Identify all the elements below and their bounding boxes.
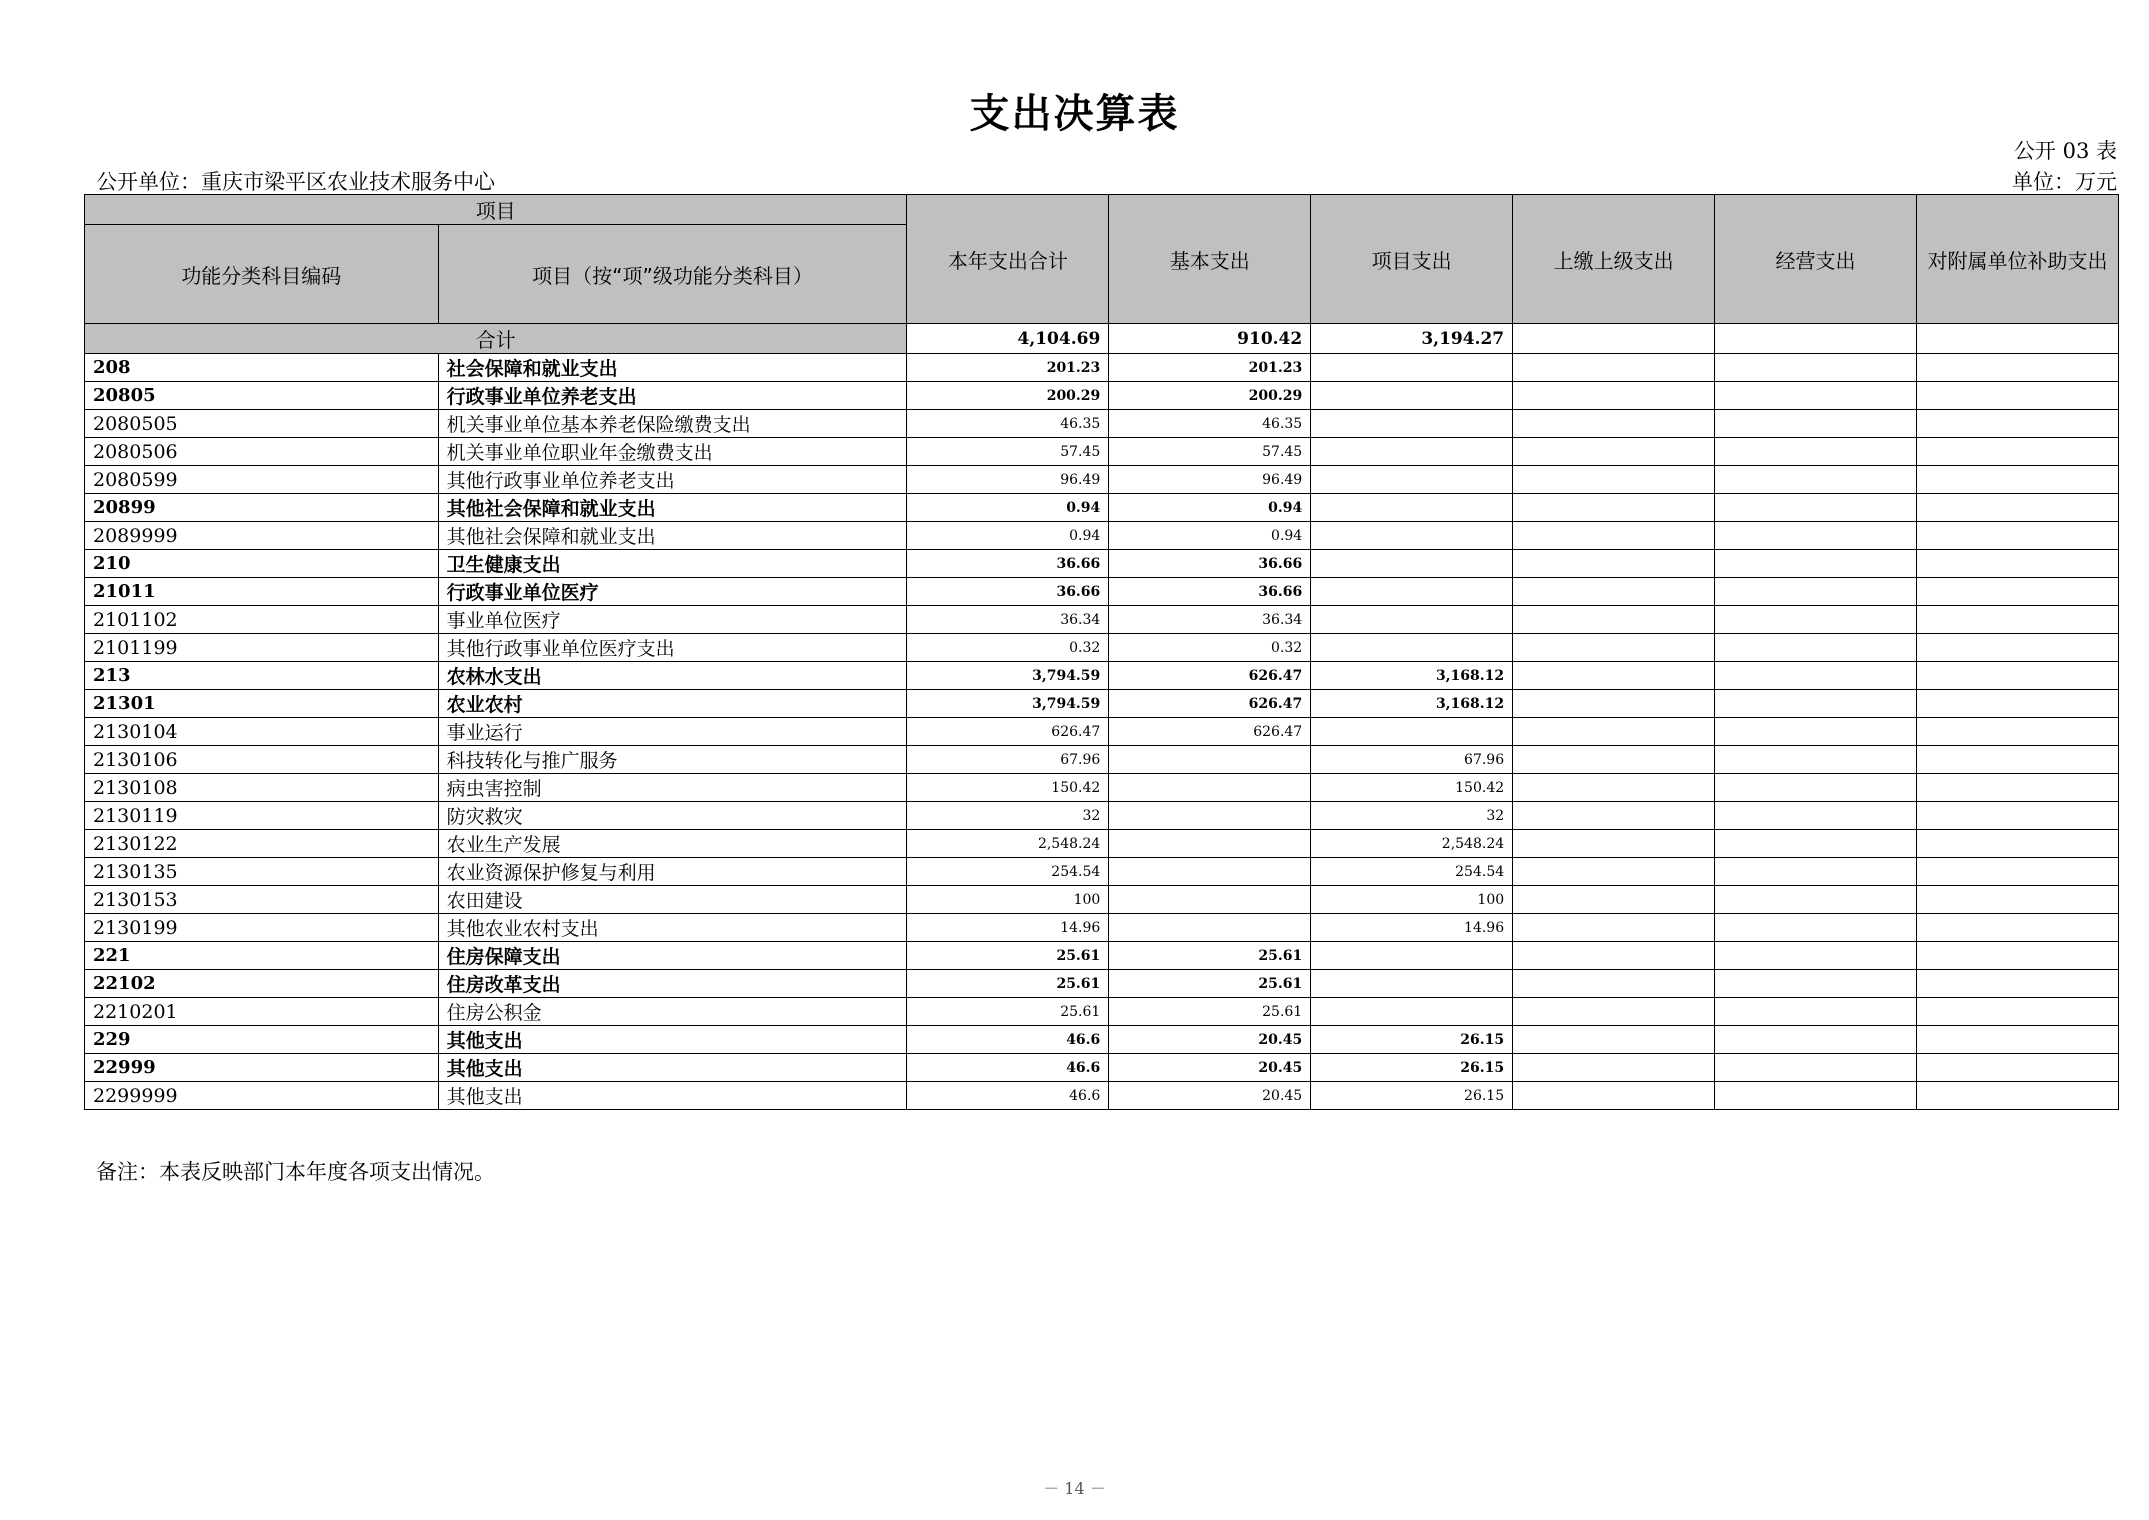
project-cell: 26.15 bbox=[1311, 1026, 1513, 1054]
total-row bbox=[85, 324, 2119, 354]
upper-cell bbox=[1513, 802, 1715, 830]
project-cell bbox=[1311, 998, 1513, 1026]
subsidy-cell bbox=[1916, 914, 2118, 942]
basic-cell: 626.47 bbox=[1109, 718, 1311, 746]
project-cell: 32 bbox=[1311, 802, 1513, 830]
project-cell: 150.42 bbox=[1311, 774, 1513, 802]
name-cell: 其他农业农村支出 bbox=[438, 914, 907, 942]
business-cell bbox=[1715, 494, 1917, 522]
table-row bbox=[85, 606, 2119, 634]
code-cell: 229 bbox=[85, 1026, 439, 1054]
business-cell bbox=[1715, 718, 1917, 746]
total-cell: 200.29 bbox=[907, 382, 1109, 410]
subsidy-cell bbox=[1916, 830, 2118, 858]
name-cell: 住房公积金 bbox=[438, 998, 907, 1026]
upper-cell bbox=[1513, 522, 1715, 550]
table-row bbox=[85, 1082, 2119, 1110]
table-row bbox=[85, 382, 2119, 410]
total-cell: 36.34 bbox=[907, 606, 1109, 634]
table-row bbox=[85, 998, 2119, 1026]
total-cell: 100 bbox=[907, 886, 1109, 914]
upper-cell bbox=[1513, 410, 1715, 438]
subsidy-cell bbox=[1916, 1026, 2118, 1054]
subsidy-cell bbox=[1916, 746, 2118, 774]
basic-cell bbox=[1109, 774, 1311, 802]
subsidy-cell bbox=[1916, 466, 2118, 494]
upper-cell bbox=[1513, 914, 1715, 942]
total-cell: 25.61 bbox=[907, 970, 1109, 998]
total-cell: 25.61 bbox=[907, 942, 1109, 970]
code-cell: 2299999 bbox=[85, 1082, 439, 1110]
project-cell bbox=[1311, 606, 1513, 634]
subsidy-cell bbox=[1916, 522, 2118, 550]
code-cell: 2101102 bbox=[85, 606, 439, 634]
project-cell bbox=[1311, 942, 1513, 970]
code-cell: 22999 bbox=[85, 1054, 439, 1082]
subsidy-cell bbox=[1916, 718, 2118, 746]
header-name: 项目（按“项”级功能分类科目） bbox=[438, 225, 907, 324]
code-cell: 2089999 bbox=[85, 522, 439, 550]
upper-cell bbox=[1513, 858, 1715, 886]
basic-cell bbox=[1109, 802, 1311, 830]
subsidy-cell bbox=[1916, 550, 2118, 578]
project-cell bbox=[1311, 550, 1513, 578]
table-row bbox=[85, 914, 2119, 942]
page-number: － 14 － bbox=[1043, 1479, 1106, 1498]
table-row bbox=[85, 550, 2119, 578]
subsidy-cell bbox=[1916, 690, 2118, 718]
upper-cell bbox=[1513, 438, 1715, 466]
business-cell bbox=[1715, 886, 1917, 914]
business-cell bbox=[1715, 550, 1917, 578]
subsidy-cell bbox=[1916, 970, 2118, 998]
subsidy-cell bbox=[1916, 410, 2118, 438]
business-cell bbox=[1715, 606, 1917, 634]
basic-cell bbox=[1109, 830, 1311, 858]
business-cell bbox=[1715, 634, 1917, 662]
name-cell: 农业资源保护修复与利用 bbox=[438, 858, 907, 886]
table-row bbox=[85, 1026, 2119, 1054]
business-cell bbox=[1715, 830, 1917, 858]
header-code: 功能分类科目编码 bbox=[85, 225, 439, 324]
business-cell bbox=[1715, 354, 1917, 382]
code-cell: 2130104 bbox=[85, 718, 439, 746]
code-cell: 2130106 bbox=[85, 746, 439, 774]
code-cell: 20805 bbox=[85, 382, 439, 410]
code-cell: 2080506 bbox=[85, 438, 439, 466]
business-cell bbox=[1715, 662, 1917, 690]
header-business: 经营支出 bbox=[1715, 195, 1917, 324]
table-row bbox=[85, 802, 2119, 830]
subsidy-cell bbox=[1916, 634, 2118, 662]
project-cell: 3,168.12 bbox=[1311, 690, 1513, 718]
publishing-unit: 公开单位：重庆市梁平区农业技术服务中心 bbox=[96, 170, 495, 194]
name-cell: 农田建设 bbox=[438, 886, 907, 914]
basic-cell: 36.34 bbox=[1109, 606, 1311, 634]
upper-cell bbox=[1513, 830, 1715, 858]
basic-cell: 0.32 bbox=[1109, 634, 1311, 662]
business-cell bbox=[1715, 522, 1917, 550]
business-cell bbox=[1715, 914, 1917, 942]
upper-cell bbox=[1513, 494, 1715, 522]
name-cell: 其他支出 bbox=[438, 1082, 907, 1110]
name-cell: 农业农村 bbox=[438, 690, 907, 718]
table-row bbox=[85, 970, 2119, 998]
code-cell: 2080505 bbox=[85, 410, 439, 438]
total-upper-cell bbox=[1513, 324, 1715, 354]
upper-cell bbox=[1513, 718, 1715, 746]
header-basic: 基本支出 bbox=[1109, 195, 1311, 324]
subsidy-cell bbox=[1916, 774, 2118, 802]
table-row bbox=[85, 858, 2119, 886]
subsidy-cell bbox=[1916, 1054, 2118, 1082]
total-cell: 150.42 bbox=[907, 774, 1109, 802]
total-project-cell: 3,194.27 bbox=[1311, 324, 1513, 354]
project-cell bbox=[1311, 718, 1513, 746]
basic-cell: 96.49 bbox=[1109, 466, 1311, 494]
basic-cell: 200.29 bbox=[1109, 382, 1311, 410]
project-cell: 254.54 bbox=[1311, 858, 1513, 886]
name-cell: 农林水支出 bbox=[438, 662, 907, 690]
total-cell: 46.6 bbox=[907, 1026, 1109, 1054]
header-project-group: 项目 bbox=[85, 195, 907, 225]
subsidy-cell bbox=[1916, 578, 2118, 606]
project-cell bbox=[1311, 578, 1513, 606]
subsidy-cell bbox=[1916, 1082, 2118, 1110]
table-row bbox=[85, 354, 2119, 382]
page-title: 支出决算表 bbox=[969, 91, 1180, 137]
code-cell: 21301 bbox=[85, 690, 439, 718]
table-row bbox=[85, 746, 2119, 774]
basic-cell bbox=[1109, 746, 1311, 774]
project-cell bbox=[1311, 522, 1513, 550]
name-cell: 防灾救灾 bbox=[438, 802, 907, 830]
total-cell: 32 bbox=[907, 802, 1109, 830]
business-cell bbox=[1715, 802, 1917, 830]
form-number: 公开 03 表 bbox=[2013, 139, 2117, 163]
upper-cell bbox=[1513, 746, 1715, 774]
upper-cell bbox=[1513, 578, 1715, 606]
name-cell: 事业运行 bbox=[438, 718, 907, 746]
basic-cell bbox=[1109, 886, 1311, 914]
total-cell: 14.96 bbox=[907, 914, 1109, 942]
total-cell: 0.94 bbox=[907, 522, 1109, 550]
name-cell: 事业单位医疗 bbox=[438, 606, 907, 634]
basic-cell: 626.47 bbox=[1109, 690, 1311, 718]
basic-cell: 36.66 bbox=[1109, 550, 1311, 578]
code-cell: 2130108 bbox=[85, 774, 439, 802]
basic-cell: 0.94 bbox=[1109, 522, 1311, 550]
total-cell: 201.23 bbox=[907, 354, 1109, 382]
total-cell: 36.66 bbox=[907, 550, 1109, 578]
code-cell: 221 bbox=[85, 942, 439, 970]
name-cell: 住房改革支出 bbox=[438, 970, 907, 998]
upper-cell bbox=[1513, 1026, 1715, 1054]
business-cell bbox=[1715, 690, 1917, 718]
table-row bbox=[85, 662, 2119, 690]
code-cell: 2210201 bbox=[85, 998, 439, 1026]
subsidy-cell bbox=[1916, 606, 2118, 634]
project-cell bbox=[1311, 494, 1513, 522]
business-cell bbox=[1715, 942, 1917, 970]
code-cell: 2130199 bbox=[85, 914, 439, 942]
currency-unit: 单位：万元 bbox=[2012, 170, 2117, 194]
code-cell: 2130119 bbox=[85, 802, 439, 830]
code-cell: 21011 bbox=[85, 578, 439, 606]
table-row bbox=[85, 634, 2119, 662]
code-cell: 2101199 bbox=[85, 634, 439, 662]
subsidy-cell bbox=[1916, 886, 2118, 914]
business-cell bbox=[1715, 438, 1917, 466]
basic-cell: 20.45 bbox=[1109, 1054, 1311, 1082]
total-cell: 46.35 bbox=[907, 410, 1109, 438]
name-cell: 行政事业单位医疗 bbox=[438, 578, 907, 606]
subsidy-cell bbox=[1916, 494, 2118, 522]
total-cell: 3,794.59 bbox=[907, 662, 1109, 690]
upper-cell bbox=[1513, 662, 1715, 690]
project-cell bbox=[1311, 410, 1513, 438]
code-cell: 2130135 bbox=[85, 858, 439, 886]
name-cell: 其他社会保障和就业支出 bbox=[438, 494, 907, 522]
project-cell: 67.96 bbox=[1311, 746, 1513, 774]
project-cell bbox=[1311, 634, 1513, 662]
basic-cell: 25.61 bbox=[1109, 998, 1311, 1026]
table-row bbox=[85, 886, 2119, 914]
name-cell: 其他支出 bbox=[438, 1054, 907, 1082]
table-body bbox=[85, 354, 2119, 1110]
total-cell: 254.54 bbox=[907, 858, 1109, 886]
name-cell: 科技转化与推广服务 bbox=[438, 746, 907, 774]
code-cell: 2080599 bbox=[85, 466, 439, 494]
business-cell bbox=[1715, 410, 1917, 438]
total-cell: 0.94 bbox=[907, 494, 1109, 522]
project-cell bbox=[1311, 970, 1513, 998]
total-cell: 57.45 bbox=[907, 438, 1109, 466]
basic-cell: 0.94 bbox=[1109, 494, 1311, 522]
code-cell: 20899 bbox=[85, 494, 439, 522]
name-cell: 其他社会保障和就业支出 bbox=[438, 522, 907, 550]
business-cell bbox=[1715, 774, 1917, 802]
upper-cell bbox=[1513, 998, 1715, 1026]
subsidy-cell bbox=[1916, 858, 2118, 886]
total-cell: 0.32 bbox=[907, 634, 1109, 662]
subsidy-cell bbox=[1916, 942, 2118, 970]
total-subsidy-cell bbox=[1916, 324, 2118, 354]
code-cell: 210 bbox=[85, 550, 439, 578]
code-cell: 2130153 bbox=[85, 886, 439, 914]
upper-cell bbox=[1513, 382, 1715, 410]
total-business-cell bbox=[1715, 324, 1917, 354]
table-row bbox=[85, 578, 2119, 606]
business-cell bbox=[1715, 466, 1917, 494]
basic-cell: 57.45 bbox=[1109, 438, 1311, 466]
business-cell bbox=[1715, 382, 1917, 410]
code-cell: 22102 bbox=[85, 970, 439, 998]
name-cell: 卫生健康支出 bbox=[438, 550, 907, 578]
project-cell bbox=[1311, 354, 1513, 382]
total-cell: 67.96 bbox=[907, 746, 1109, 774]
project-cell: 14.96 bbox=[1311, 914, 1513, 942]
table-row bbox=[85, 1054, 2119, 1082]
subsidy-cell bbox=[1916, 354, 2118, 382]
basic-cell: 201.23 bbox=[1109, 354, 1311, 382]
table-row bbox=[85, 690, 2119, 718]
total-cell: 626.47 bbox=[907, 718, 1109, 746]
total-cell: 36.66 bbox=[907, 578, 1109, 606]
upper-cell bbox=[1513, 774, 1715, 802]
business-cell bbox=[1715, 578, 1917, 606]
business-cell bbox=[1715, 1026, 1917, 1054]
total-cell: 46.6 bbox=[907, 1054, 1109, 1082]
name-cell: 住房保障支出 bbox=[438, 942, 907, 970]
basic-cell bbox=[1109, 914, 1311, 942]
upper-cell bbox=[1513, 634, 1715, 662]
subsidy-cell bbox=[1916, 998, 2118, 1026]
project-cell: 2,548.24 bbox=[1311, 830, 1513, 858]
table-row bbox=[85, 410, 2119, 438]
total-label: 合计 bbox=[85, 324, 907, 354]
subsidy-cell bbox=[1916, 438, 2118, 466]
table-row bbox=[85, 522, 2119, 550]
total-cell: 25.61 bbox=[907, 998, 1109, 1026]
table-row bbox=[85, 438, 2119, 466]
name-cell: 其他行政事业单位养老支出 bbox=[438, 466, 907, 494]
business-cell bbox=[1715, 970, 1917, 998]
upper-cell bbox=[1513, 550, 1715, 578]
table-row bbox=[85, 942, 2119, 970]
upper-cell bbox=[1513, 886, 1715, 914]
project-cell bbox=[1311, 438, 1513, 466]
name-cell: 机关事业单位基本养老保险缴费支出 bbox=[438, 410, 907, 438]
project-cell: 26.15 bbox=[1311, 1054, 1513, 1082]
header-upper: 上缴上级支出 bbox=[1513, 195, 1715, 324]
project-cell bbox=[1311, 382, 1513, 410]
total-cell: 96.49 bbox=[907, 466, 1109, 494]
upper-cell bbox=[1513, 354, 1715, 382]
business-cell bbox=[1715, 998, 1917, 1026]
basic-cell: 36.66 bbox=[1109, 578, 1311, 606]
footnote: 备注：本表反映部门本年度各项支出情况。 bbox=[96, 1160, 495, 1184]
table-row bbox=[85, 774, 2119, 802]
subsidy-cell bbox=[1916, 802, 2118, 830]
upper-cell bbox=[1513, 1082, 1715, 1110]
upper-cell bbox=[1513, 1054, 1715, 1082]
business-cell bbox=[1715, 858, 1917, 886]
name-cell: 病虫害控制 bbox=[438, 774, 907, 802]
header-total: 本年支出合计 bbox=[907, 195, 1109, 324]
total-cell: 4,104.69 bbox=[907, 324, 1109, 354]
basic-cell: 20.45 bbox=[1109, 1082, 1311, 1110]
business-cell bbox=[1715, 746, 1917, 774]
project-cell bbox=[1311, 466, 1513, 494]
basic-cell: 626.47 bbox=[1109, 662, 1311, 690]
basic-cell bbox=[1109, 858, 1311, 886]
header-subsidy: 对附属单位补助支出 bbox=[1916, 195, 2118, 324]
expenditure-table bbox=[84, 194, 2119, 1110]
project-cell: 26.15 bbox=[1311, 1082, 1513, 1110]
upper-cell bbox=[1513, 466, 1715, 494]
project-cell: 3,168.12 bbox=[1311, 662, 1513, 690]
table-row bbox=[85, 494, 2119, 522]
name-cell: 行政事业单位养老支出 bbox=[438, 382, 907, 410]
code-cell: 2130122 bbox=[85, 830, 439, 858]
total-basic-cell: 910.42 bbox=[1109, 324, 1311, 354]
basic-cell: 25.61 bbox=[1109, 970, 1311, 998]
name-cell: 农业生产发展 bbox=[438, 830, 907, 858]
total-cell: 3,794.59 bbox=[907, 690, 1109, 718]
name-cell: 机关事业单位职业年金缴费支出 bbox=[438, 438, 907, 466]
basic-cell: 25.61 bbox=[1109, 942, 1311, 970]
total-cell: 46.6 bbox=[907, 1082, 1109, 1110]
upper-cell bbox=[1513, 690, 1715, 718]
upper-cell bbox=[1513, 970, 1715, 998]
table-row bbox=[85, 466, 2119, 494]
subsidy-cell bbox=[1916, 662, 2118, 690]
code-cell: 208 bbox=[85, 354, 439, 382]
table-row bbox=[85, 830, 2119, 858]
table-row bbox=[85, 718, 2119, 746]
basic-cell: 20.45 bbox=[1109, 1026, 1311, 1054]
upper-cell bbox=[1513, 606, 1715, 634]
code-cell: 213 bbox=[85, 662, 439, 690]
project-cell: 100 bbox=[1311, 886, 1513, 914]
basic-cell: 46.35 bbox=[1109, 410, 1311, 438]
upper-cell bbox=[1513, 942, 1715, 970]
name-cell: 其他行政事业单位医疗支出 bbox=[438, 634, 907, 662]
total-cell: 2,548.24 bbox=[907, 830, 1109, 858]
business-cell bbox=[1715, 1082, 1917, 1110]
business-cell bbox=[1715, 1054, 1917, 1082]
header-project: 项目支出 bbox=[1311, 195, 1513, 324]
subsidy-cell bbox=[1916, 382, 2118, 410]
name-cell: 其他支出 bbox=[438, 1026, 907, 1054]
name-cell: 社会保障和就业支出 bbox=[438, 354, 907, 382]
